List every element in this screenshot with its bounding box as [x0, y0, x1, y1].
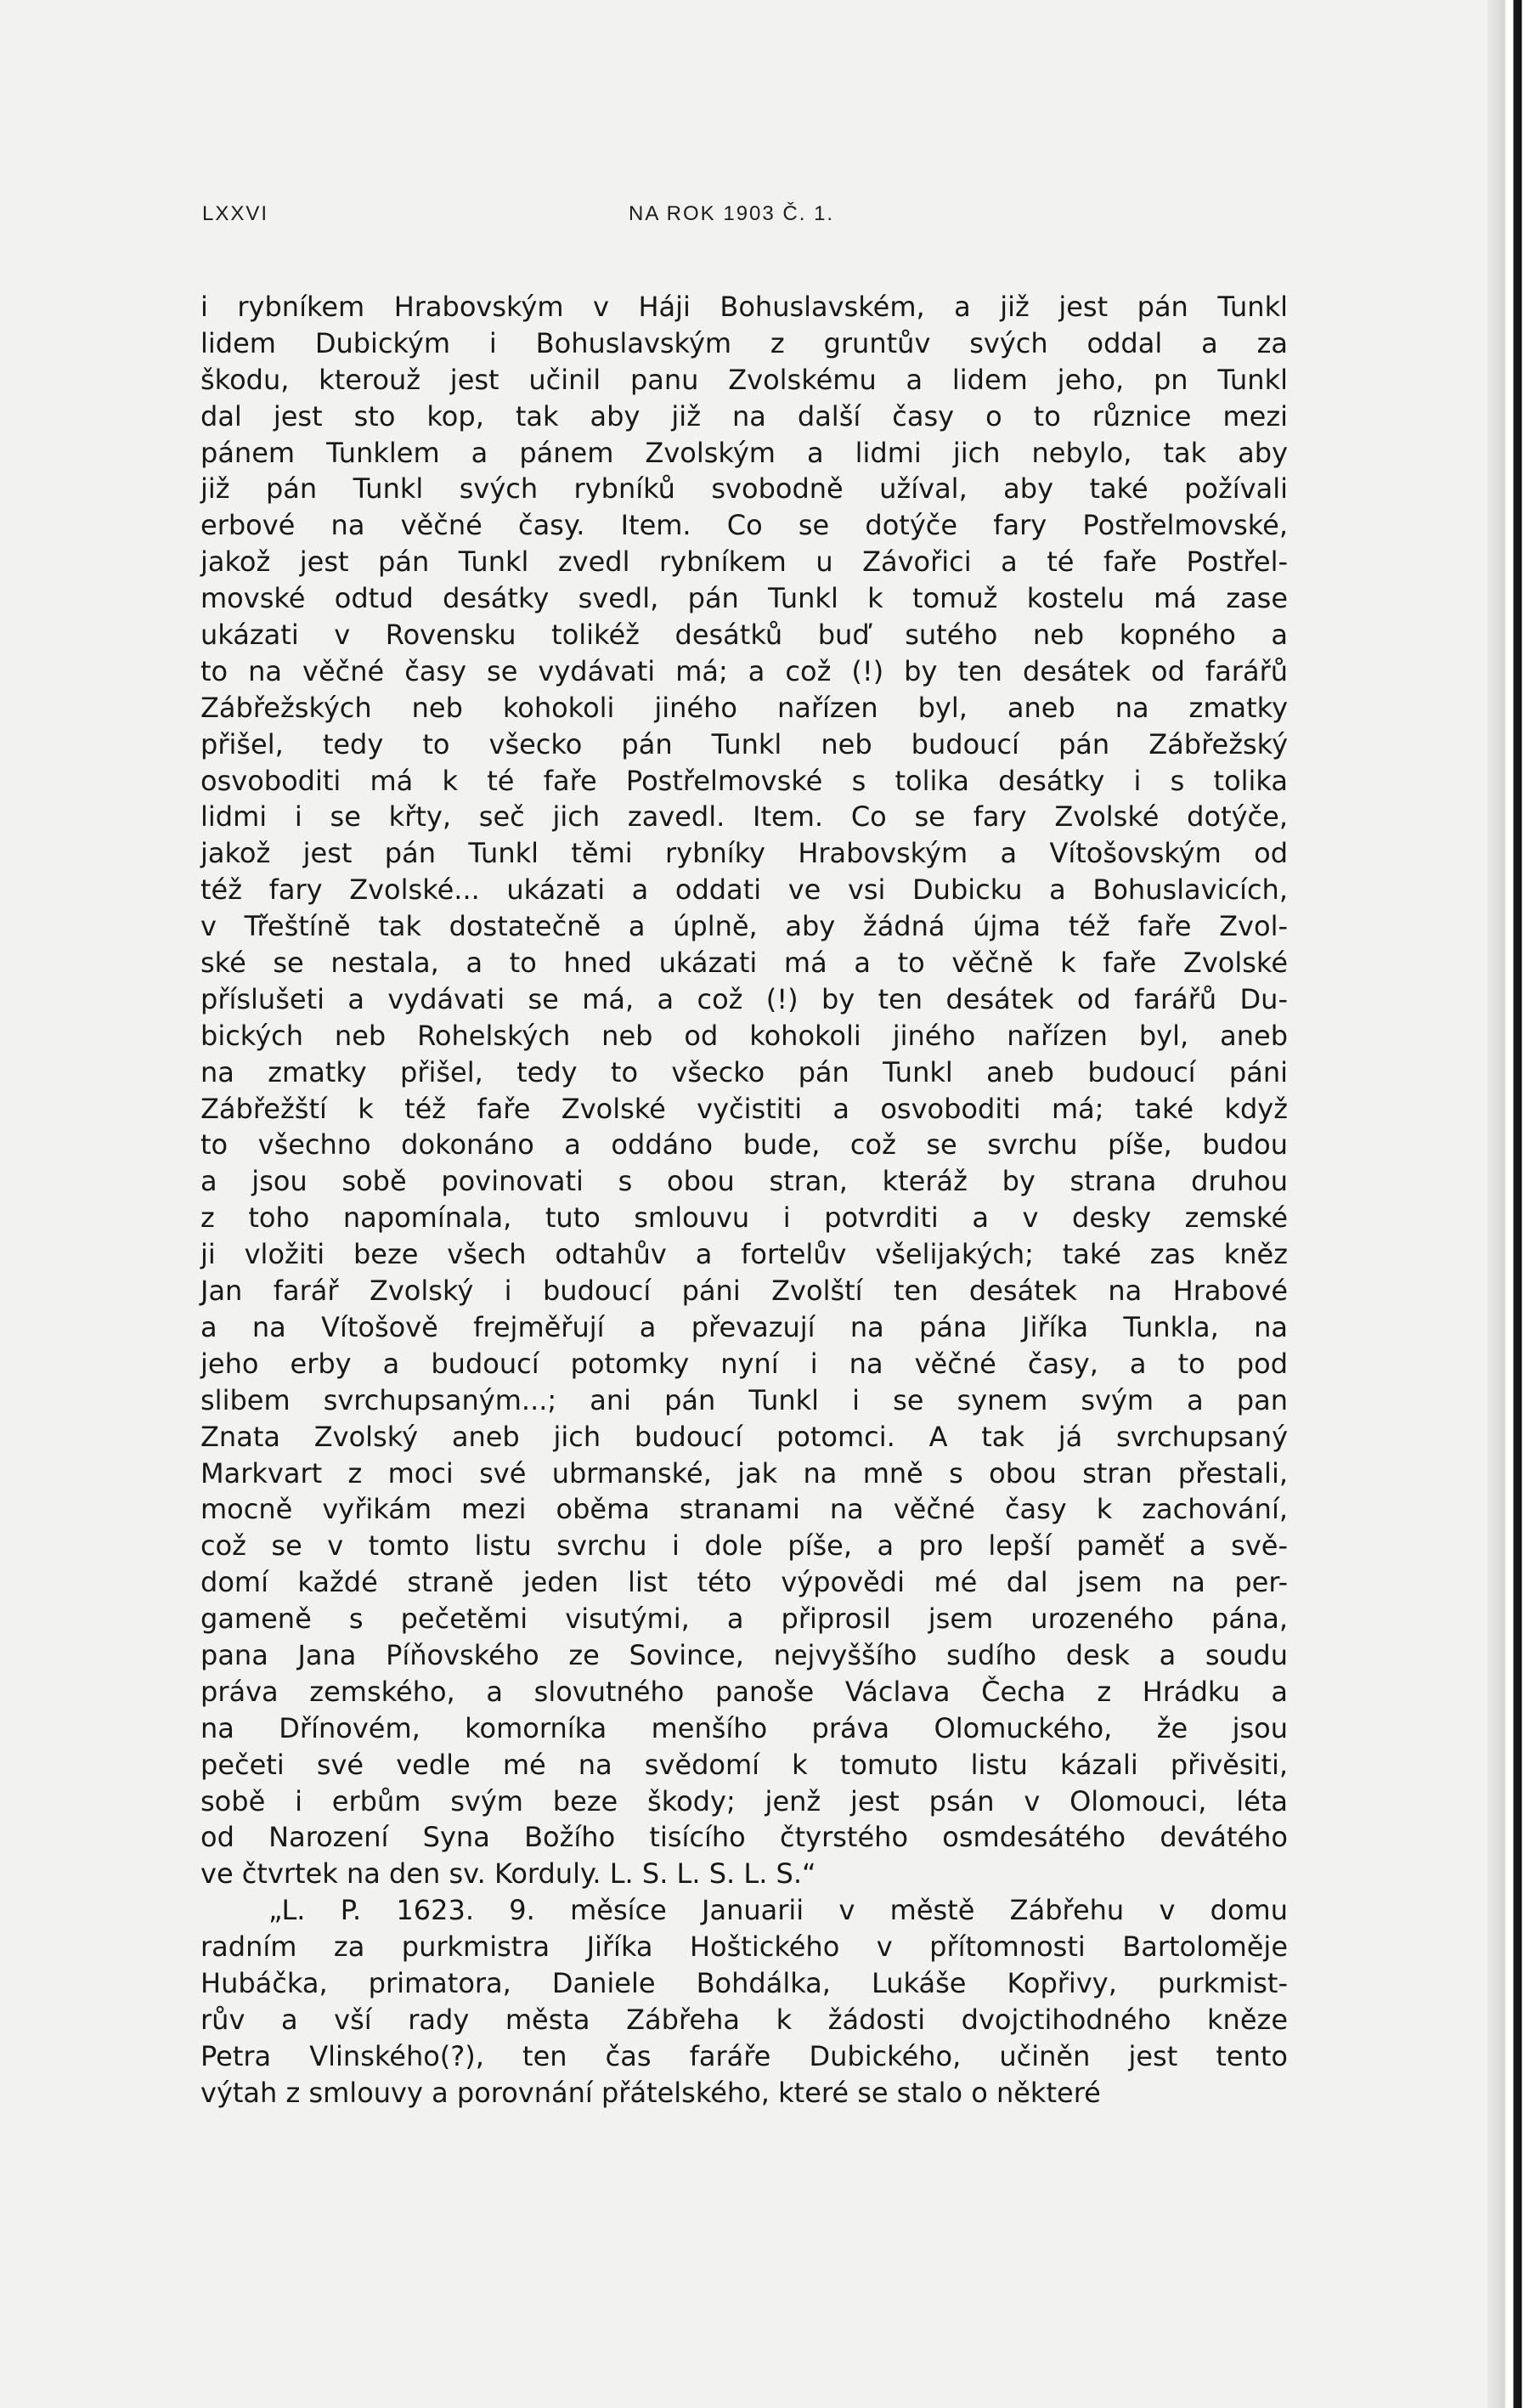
text-line: rův a vší rady města Zábřeha k žádosti dvojctihodného kněze	[200, 2003, 1288, 2036]
text-line: dal jest sto kop, tak aby již na další časy o to různice mezi	[200, 399, 1288, 432]
text-line: Zábřežských neb kohokoli jiného nařízen byl, aneb na zmatky	[200, 691, 1288, 724]
text-line: Hubáčka, primatora, Daniele Bohdálka, Lukáše Kopřivy, purkmist-	[200, 1966, 1288, 1999]
text-line: pánem Tunklem a pánem Zvolským a lidmi jich nebylo, tak aby	[200, 436, 1288, 469]
text-line: příslušeti a vydávati se má, a což (!) by ten desátek od farářů Du-	[200, 982, 1288, 1015]
text-line: domí každé straně jeden list této výpovědi mé dal jsem na per-	[200, 1566, 1288, 1599]
text-line: gameně s pečetěmi visutými, a připrosil jsem urozeného pána,	[200, 1603, 1288, 1636]
text-line: i rybníkem Hrabovským v Háji Bohuslavském, a již jest pán Tunkl	[200, 291, 1288, 323]
text-line: ve čtvrtek na den sv. Korduly. L. S. L. S. L. S.“	[200, 1857, 816, 1891]
text-line: škodu, kterouž jest učinil panu Zvolskému a lidem jeho, pn Tunkl	[200, 363, 1288, 396]
text-line: na Dřínovém, komorníka menšího práva Olomuckého, že jsou	[200, 1711, 1288, 1744]
text-line: od Narození Syna Božího tisícího čtyrstého osmdesátého devátého	[200, 1821, 1288, 1854]
text-line: osvoboditi má k té faře Postřelmovské s tolika desátky i s tolika	[200, 764, 1288, 797]
text-line: též fary Zvolské... ukázati a oddati ve vsi Dubicku a Bohuslavicích,	[200, 873, 1288, 907]
text-line: erbové na věčné časy. Item. Co se dotýče fary Postřelmovské,	[200, 509, 1288, 542]
text-line: Zábřežští k též faře Zvolské vyčistiti a osvoboditi má; také když	[200, 1092, 1288, 1125]
text-line: Markvart z moci své ubrmanské, jak na mně s obou stran přestali,	[200, 1456, 1288, 1489]
text-line: práva zemského, a slovutného panoše Václava Čecha z Hrádku a	[200, 1675, 1288, 1708]
text-line: radním za purkmistra Jiříka Hoštického v přítomnosti Bartoloměje	[200, 1930, 1288, 1964]
text-line: „L. P. 1623. 9. měsíce Januarii v městě Zábřehu v domu	[268, 1894, 1288, 1927]
text-line: sobě i erbům svým beze škody; jenž jest psán v Olomouci, léta	[200, 1784, 1288, 1817]
text-line: již pán Tunkl svých rybníků svobodně užíval, aby také požívali	[200, 472, 1288, 506]
text-line: to na věčné časy se vydávati má; a což (!) by ten desátek od farářů	[200, 654, 1288, 687]
text-line: jakož jest pán Tunkl těmi rybníky Hrabovským a Vítošovským od	[200, 837, 1288, 870]
text-line: lidem Dubickým i Bohuslavským z gruntův svých oddal a za	[200, 326, 1288, 359]
text-line: ji vložiti beze všech odtahův a fortelův všelijakých; také zas kněz	[200, 1238, 1288, 1271]
text-line: lidmi i se křty, seč jich zavedl. Item. Co se fary Zvolské dotýče,	[200, 800, 1288, 834]
text-line: přišel, tedy to všecko pán Tunkl neb budoucí pán Zábřežský	[200, 727, 1288, 760]
body-text	[200, 289, 1288, 2111]
text-line: z toho napomínala, tuto smlouvu i potvrditi a v desky zemské	[200, 1201, 1288, 1235]
text-line: Jan farář Zvolský i budoucí páni Zvolští ten desátek na Hrabové	[200, 1275, 1288, 1308]
page-number: LXXVI	[202, 202, 269, 225]
text-line: jeho erby a budoucí potomky nyní i na věčné časy, a to pod	[200, 1347, 1288, 1380]
text-line: Petra Vlinského(?), ten čas faráře Dubického, učiněn jest tento	[200, 2039, 1288, 2072]
text-line: ské se nestala, a to hned ukázati má a to věčně k faře Zvolské	[200, 947, 1288, 980]
text-line: ukázati v Rovensku tolikéž desátků buď sutého neb kopného a	[200, 619, 1288, 652]
text-line: a na Vítošově frejměřují a převazují na pána Jiříka Tunkla, na	[200, 1310, 1288, 1343]
text-line: pečeti své vedle mé na svědomí k tomuto listu kázali přivěsiti,	[200, 1748, 1288, 1781]
text-line: na zmatky přišel, tedy to všecko pán Tunkl aneb budoucí páni	[200, 1055, 1288, 1088]
text-line: Znata Zvolský aneb jich budoucí potomci. A tak já svrchupsaný	[200, 1420, 1288, 1453]
text-line: v Třeštíně tak dostatečně a úplně, aby žádná újma též faře Zvol-	[200, 910, 1288, 943]
text-line: výtah z smlouvy a porovnání přátelského, které se stalo o některé	[200, 2076, 1101, 2109]
text-line: mocně vyřikám mezi oběma stranami na věčné časy k zachování,	[200, 1493, 1288, 1526]
scan-binding-edge	[1487, 0, 1535, 2408]
text-line: pana Jana Píňovského ze Sovince, nejvyššího sudího desk a soudu	[200, 1638, 1288, 1671]
text-line: slibem svrchupsaným...; ani pán Tunkl i se synem svým a pan	[200, 1383, 1288, 1416]
text-line: movské odtud desátky svedl, pán Tunkl k tomuž kostelu má zase	[200, 582, 1288, 615]
text-line: to všechno dokonáno a oddáno bude, což se svrchu píše, budou	[200, 1128, 1288, 1162]
running-head: NA ROK 1903 Č. 1.	[629, 202, 835, 225]
text-line: a jsou sobě povinovati s obou stran, kteráž by strana druhou	[200, 1165, 1288, 1198]
page-header	[202, 202, 1298, 236]
text-line: bických neb Rohelských neb od kohokoli jiného nařízen byl, aneb	[200, 1019, 1288, 1052]
text-line: jakož jest pán Tunkl zvedl rybníkem u Závořici a té faře Postřel-	[200, 545, 1288, 579]
text-line: což se v tomto listu svrchu i dole píše, a pro lepší paměť a svě-	[200, 1529, 1288, 1563]
